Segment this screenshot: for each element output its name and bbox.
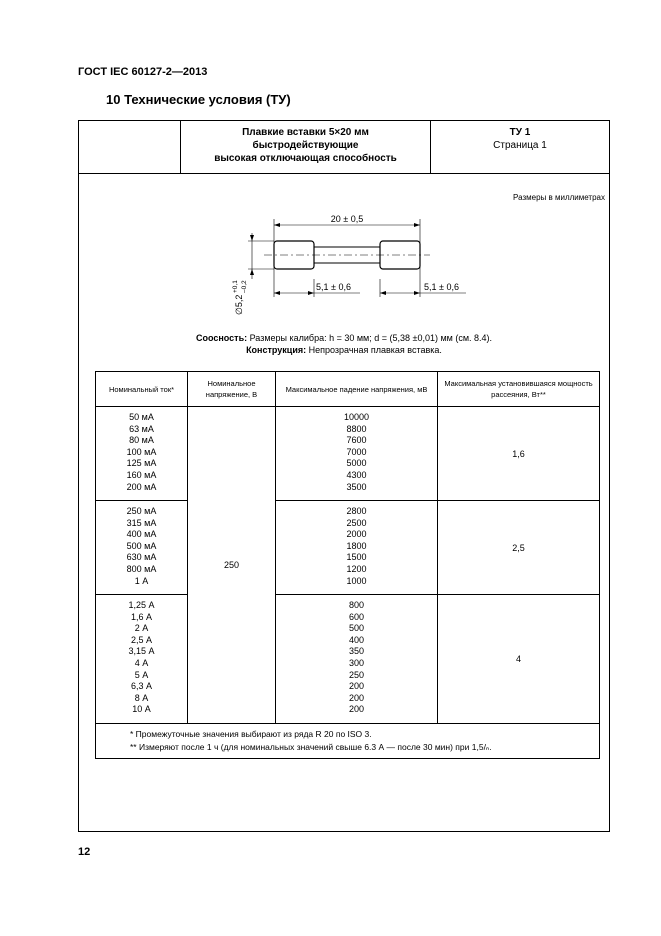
- length-dim-label: 20 ± 0,5: [330, 214, 364, 224]
- footnote: ** Измеряют после 1 ч (для номинальных значений свыше 6.3 А — после 30 мин) при 1,5/ₙ.: [130, 742, 492, 752]
- column-header-power-dissipation: Максимальная установившаяся мощность рассеяния, Вт**: [438, 372, 600, 407]
- power-value: 2,5: [438, 501, 600, 595]
- current-value: 80 мА: [129, 435, 154, 446]
- current-value: 10 А: [132, 704, 151, 715]
- power-value: 1,6: [438, 407, 600, 501]
- current-value: 500 мА: [126, 540, 157, 551]
- current-value: 2,5 А: [130, 634, 152, 645]
- current-value: 1 А: [134, 575, 149, 586]
- voltage-drop-value: 350: [348, 646, 365, 657]
- current-value: 630 мА: [126, 552, 157, 563]
- current-value: 800 мА: [126, 563, 157, 574]
- current-value: 160 мА: [126, 469, 157, 480]
- spec-title-line: быстродействующие: [252, 140, 359, 151]
- power-value: 4: [438, 595, 600, 724]
- voltage-drop-value: 2500: [346, 517, 367, 528]
- voltage-drop-list: [276, 407, 438, 501]
- arrowhead: [274, 291, 280, 295]
- current-value: 2 А: [134, 623, 149, 634]
- voltage-drop-value: 8800: [346, 423, 367, 434]
- notes-block: [79, 332, 609, 356]
- header-bottom-rule: [79, 173, 609, 174]
- voltage-drop-value: 7600: [346, 435, 367, 446]
- column-header-voltage-drop: Максимальное падение напряжения, мВ: [276, 372, 438, 407]
- spec-title-line: высокая отключающая способность: [214, 153, 397, 164]
- diameter-tol-upper: +0,1: [232, 280, 239, 293]
- current-value: 250 мА: [126, 506, 157, 516]
- page-number: 12: [78, 846, 91, 858]
- arrowhead: [250, 235, 254, 241]
- tu-code: ТУ 1: [509, 127, 531, 138]
- current-value: 125 мА: [126, 458, 157, 469]
- diameter-dim-label: ∅5,2: [234, 294, 244, 315]
- rating-table: [95, 371, 600, 759]
- voltage-drop-value: 2000: [346, 529, 367, 540]
- column-header-rated-voltage: Номинальное напряжение, В: [188, 372, 276, 407]
- voltage-drop-value: 800: [348, 600, 365, 610]
- voltage-drop-value: 250: [348, 669, 365, 680]
- table-row: [96, 595, 600, 724]
- spec-code-block: [431, 126, 609, 152]
- voltage-drop-value: 7000: [346, 446, 367, 457]
- current-value: 6,3 А: [130, 681, 152, 692]
- current-value: 400 мА: [126, 529, 157, 540]
- current-value: 50 мА: [129, 412, 154, 422]
- coaxiality-label: Соосность:: [195, 333, 248, 343]
- cap-dim-left-label: 5,1 ± 0,6: [316, 282, 351, 292]
- table-header-row: [96, 372, 600, 407]
- voltage-drop-value: 4300: [346, 469, 367, 480]
- voltage-drop-value: 300: [348, 657, 365, 668]
- current-value: 63 мА: [129, 423, 154, 434]
- current-value: 1,6 А: [130, 611, 152, 622]
- spec-title: [181, 126, 430, 165]
- footnote-row: [96, 724, 600, 759]
- voltage-drop-value: 400: [348, 634, 365, 645]
- voltage-drop-value: 1000: [346, 575, 367, 586]
- voltage-drop-value: 3500: [346, 481, 367, 492]
- voltage-drop-value: 2800: [346, 506, 367, 516]
- voltage-drop-value: 200: [348, 704, 365, 715]
- table-row: [96, 407, 600, 501]
- construction-label: Конструкция:: [246, 345, 307, 355]
- arrowhead: [414, 223, 420, 227]
- rated-voltage-cell: 250: [188, 407, 276, 724]
- diameter-tol-lower: –0,2: [241, 280, 248, 293]
- voltage-drop-list: [276, 595, 438, 724]
- voltage-drop-value: 5000: [346, 458, 367, 469]
- current-value: 5 А: [134, 669, 149, 680]
- current-list: [96, 595, 188, 724]
- table-row: [96, 501, 600, 595]
- arrowhead: [274, 223, 280, 227]
- voltage-drop-value: 500: [348, 623, 365, 634]
- voltage-drop-value: 1200: [346, 563, 367, 574]
- arrowhead: [380, 291, 386, 295]
- voltage-drop-value: 1500: [346, 552, 367, 563]
- voltage-drop-value: 200: [348, 681, 365, 692]
- current-value: 315 мА: [126, 517, 157, 528]
- spec-sheet: [78, 120, 610, 832]
- footnotes: [96, 724, 600, 759]
- voltage-drop-value: 600: [348, 611, 365, 622]
- voltage-drop-value: 10000: [343, 412, 370, 422]
- fuse-drawing: [224, 211, 484, 321]
- current-value: 3,15 А: [128, 646, 155, 657]
- arrowhead: [414, 291, 420, 295]
- cap-dim-right-label: 5,1 ± 0,6: [424, 282, 459, 292]
- coaxiality-text: Размеры калибра: h = 30 мм; d = (5,38 ±0,01) мм (см. 8.4).: [247, 333, 493, 343]
- section-title: 10 Технические условия (ТУ): [106, 92, 291, 107]
- units-note: Размеры в миллиметрах: [513, 193, 605, 202]
- voltage-drop-value: 1800: [346, 540, 367, 551]
- coaxiality-note: [79, 332, 609, 344]
- voltage-drop-value: 200: [348, 692, 365, 703]
- current-list: [96, 501, 188, 595]
- current-value: 8 А: [134, 692, 149, 703]
- column-header-rated-current: Номинальный ток*: [96, 372, 188, 407]
- spec-title-line: Плавкие вставки 5×20 мм: [242, 127, 369, 138]
- standard-code: ГОСТ IEC 60127-2—2013: [78, 66, 208, 78]
- arrowhead: [250, 269, 254, 275]
- construction-text: Непрозрачная плавкая вставка.: [306, 345, 442, 355]
- footnote: * Промежуточные значения выбирают из ряда R 20 по ISO 3.: [130, 729, 372, 739]
- current-value: 100 мА: [126, 446, 157, 457]
- current-list: [96, 407, 188, 501]
- current-value: 200 мА: [126, 481, 157, 492]
- construction-note: [79, 344, 609, 356]
- tu-page-label: Страница 1: [493, 140, 547, 151]
- current-value: 4 А: [134, 657, 149, 668]
- arrowhead: [308, 291, 314, 295]
- current-value: 1,25 А: [128, 600, 155, 610]
- voltage-drop-list: [276, 501, 438, 595]
